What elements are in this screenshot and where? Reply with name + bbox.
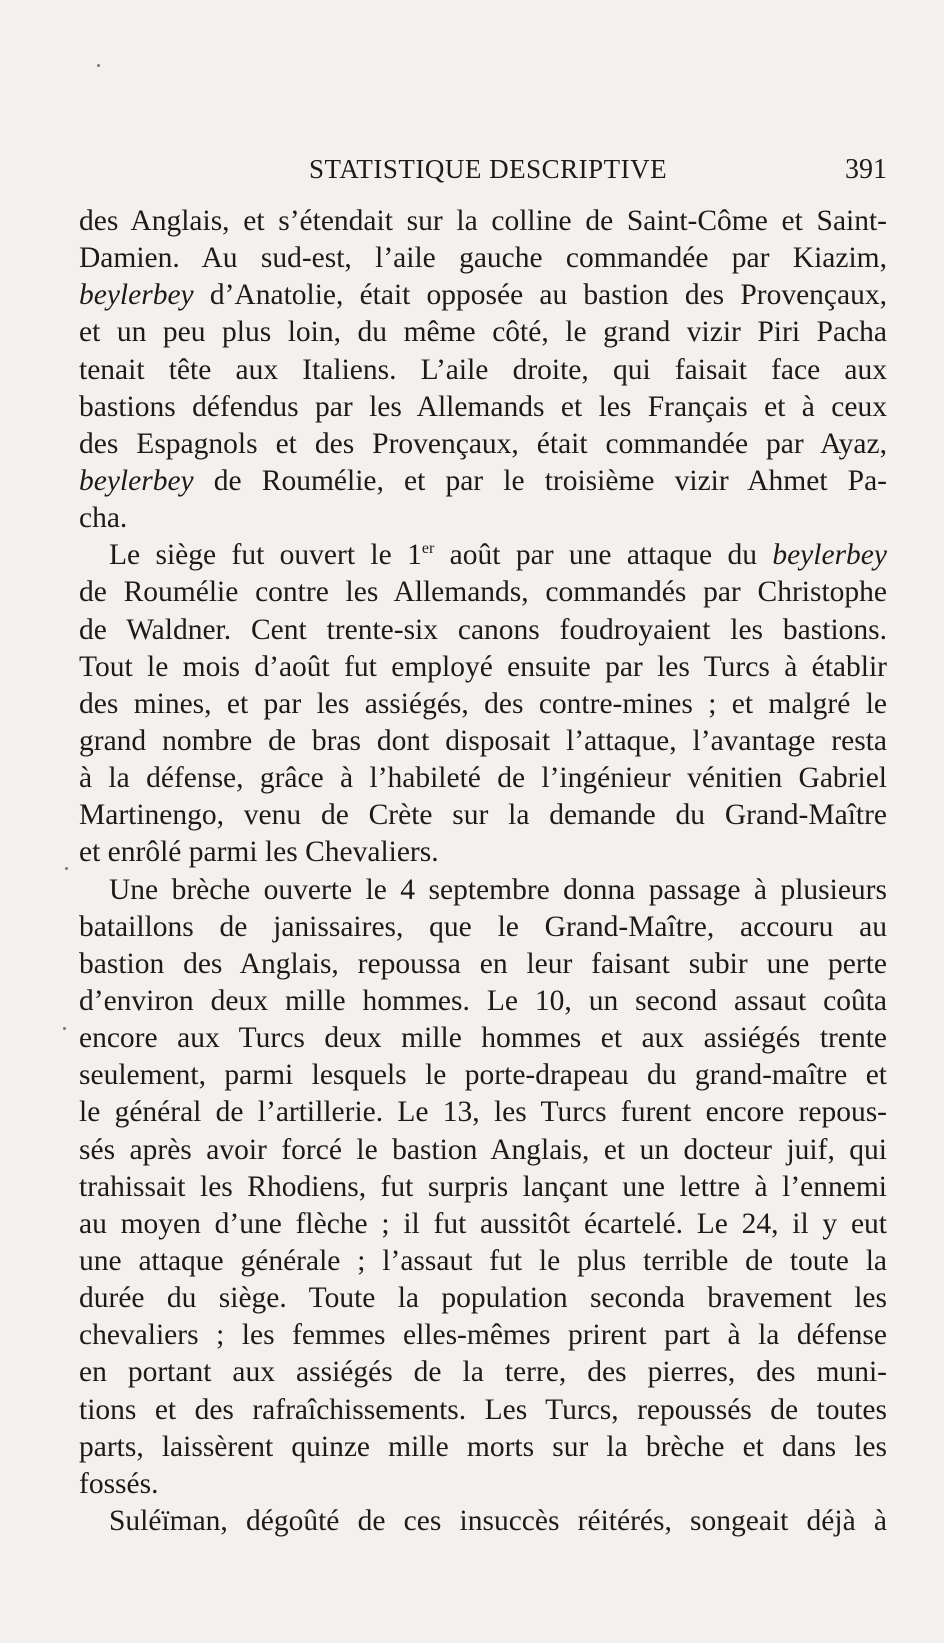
text-line: bataillons de janissaires, que le Grand-Maître, accouru au (79, 910, 887, 943)
text-line: des Espagnols et des Provençaux, était commandée par Ayaz, (79, 427, 887, 460)
running-title: STATISTIQUE DESCRIPTIVE (309, 154, 668, 184)
text-line: d’environ deux mille hommes. Le 10, un second assaut coûta (79, 984, 887, 1017)
text-line: des mines, et par les assiégés, des contre-mines ; et malgré le (79, 687, 887, 720)
text-line: chevaliers ; les femmes elles-mêmes prirent part à la défense (79, 1319, 887, 1352)
text-line: des Anglais, et s’étendait sur la colline de Saint-Côme et Saint- (79, 205, 887, 237)
page-number: 391 (845, 154, 887, 185)
text-line: Tout le mois d’août fut employé ensuite par les Turcs à établir (79, 650, 887, 683)
text-line: parts, laissèrent quinze mille morts sur la brèche et dans les (79, 1430, 887, 1463)
text-line: cha. (79, 502, 128, 535)
text-line: sés après avoir forcé le bastion Anglais, et un docteur juif, qui (79, 1133, 887, 1166)
text-line: Damien. Au sud-est, l’aile gauche commandée par Kiazim, (79, 242, 887, 275)
text-line: grand nombre de bras dont disposait l’attaque, l’avantage resta (79, 724, 887, 757)
text-line: seulement, parmi lesquels le porte-drapeau du grand-maître et (79, 1059, 887, 1092)
text-line: Martinengo, venu de Crète sur la demande du Grand-Maître (79, 799, 887, 832)
paper-speck (65, 867, 68, 870)
paragraph-start-line: Une brèche ouverte le 4 septembre donna passage à plusieurs (109, 873, 887, 906)
text-line: tenait tête aux Italiens. L’aile droite, qui faisait face aux (79, 353, 887, 386)
text-line: de Roumélie contre les Allemands, commandés par Christophe (79, 576, 887, 609)
text-line: bastion des Anglais, repoussa en leur faisant subir une perte (79, 947, 887, 980)
text-line: trahissait les Rhodiens, fut surpris lançant une lettre à l’ennemi (79, 1170, 887, 1203)
text-line: une attaque générale ; l’assaut fut le plus terrible de toute la (79, 1244, 887, 1277)
text-line: et un peu plus loin, du même côté, le grand vizir Piri Pacha (79, 316, 887, 349)
text-line: beylerbey d’Anatolie, était opposée au bastion des Provençaux, (79, 279, 887, 312)
paragraph-start-line: Suléïman, dégoûté de ces insuccès réitérés, songeait déjà à (109, 1504, 887, 1537)
italic-term: beylerbey (772, 539, 887, 572)
text-line: à la défense, grâce à l’habileté de l’ingénieur vénitien Gabriel (79, 762, 887, 795)
text-line: de Waldner. Cent trente-six canons foudroyaient les bastions. (79, 613, 887, 646)
page-header (79, 154, 887, 188)
italic-term: beylerbey (79, 279, 194, 312)
text-line: et enrôlé parmi les Chevaliers. (79, 836, 439, 869)
text-line: fossés. (79, 1467, 159, 1500)
text-line: tions et des rafraîchissements. Les Turcs, repoussés de toutes (79, 1393, 887, 1426)
superscript: er (421, 540, 435, 558)
body-text (79, 203, 887, 1540)
italic-term: beylerbey (79, 464, 194, 497)
text-line: le général de l’artillerie. Le 13, les Turcs furent encore repous- (79, 1096, 887, 1129)
text-line: durée du siège. Toute la population seconda bravement les (79, 1282, 887, 1315)
text-line: bastions défendus par les Allemands et les Français et à ceux (79, 390, 887, 423)
text-line: au moyen d’une flèche ; il fut aussitôt écartelé. Le 24, il y eut (79, 1207, 887, 1240)
paper-speck (97, 64, 100, 67)
paragraph-start-line: Le siège fut ouvert le 1er août par une attaque du beylerbey (109, 539, 887, 572)
text-line: encore aux Turcs deux mille hommes et aux assiégés trente (79, 1022, 887, 1055)
text-line: en portant aux assiégés de la terre, des pierres, des muni- (79, 1356, 887, 1389)
text-line: beylerbey de Roumélie, et par le troisième vizir Ahmet Pa- (79, 464, 887, 497)
paper-speck (63, 1027, 66, 1030)
